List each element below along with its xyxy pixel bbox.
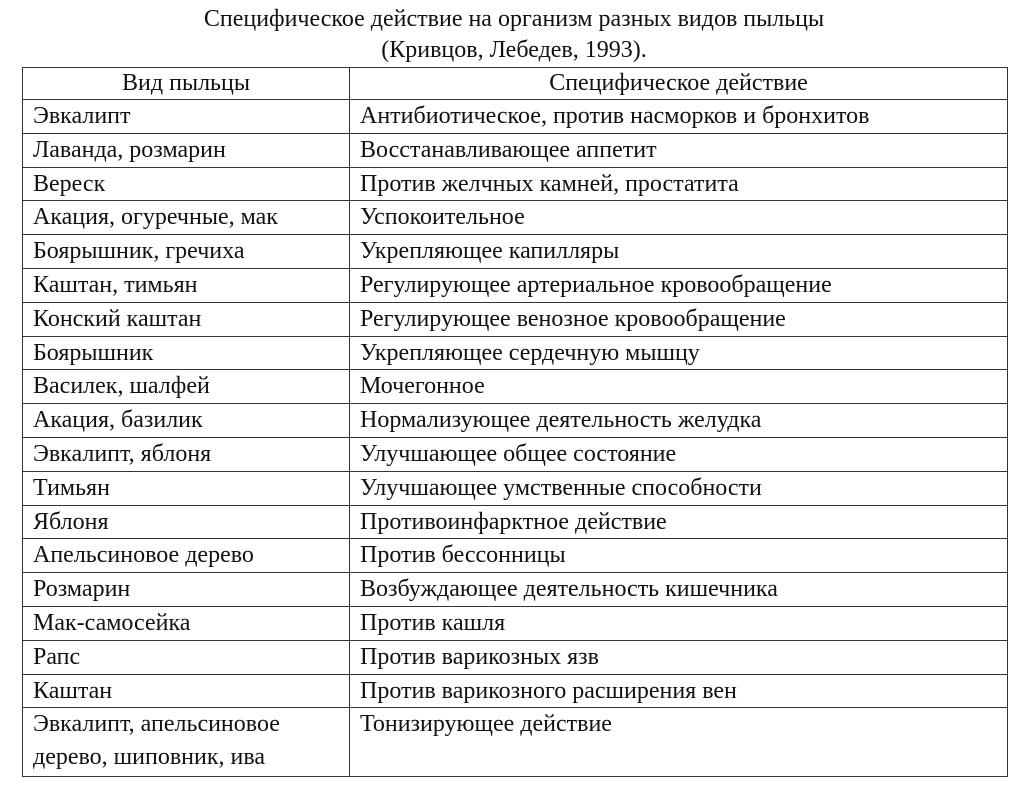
pollen-cell: Каштан — [23, 674, 350, 708]
pollen-cell: Вереск — [23, 167, 350, 201]
table-row — [23, 404, 1008, 438]
document-title — [0, 4, 1028, 66]
table-row — [23, 167, 1008, 201]
table-row — [23, 674, 1008, 708]
effect-cell: Укрепляющее капилляры — [350, 235, 1008, 269]
pollen-cell: Яблоня — [23, 505, 350, 539]
table-row — [23, 573, 1008, 607]
pollen-cell: Эвкалипт — [23, 100, 350, 134]
effect-cell: Возбуждающее деятельность кишечника — [350, 573, 1008, 607]
pollen-cell: Рапс — [23, 640, 350, 674]
effect-cell: Восстанавливающее аппетит — [350, 133, 1008, 167]
pollen-cell: Лаванда, розмарин — [23, 133, 350, 167]
effect-cell: Регулирующее артериальное кровообращение — [350, 268, 1008, 302]
pollen-cell: Василек, шалфей — [23, 370, 350, 404]
effect-cell: Нормализующее деятельность желудка — [350, 404, 1008, 438]
effect-cell: Против кашля — [350, 606, 1008, 640]
pollen-cell: Мак-самосейка — [23, 606, 350, 640]
effect-cell: Улучшающее умственные способности — [350, 471, 1008, 505]
pollen-cell: Акация, базилик — [23, 404, 350, 438]
effect-cell: Против варикозных язв — [350, 640, 1008, 674]
effect-cell: Против бессонницы — [350, 539, 1008, 573]
pollen-effects-table — [22, 67, 1008, 777]
pollen-cell: Боярышник, гречиха — [23, 235, 350, 269]
header-pollen-type: Вид пыльцы — [23, 68, 350, 100]
effect-cell: Против желчных камней, простатита — [350, 167, 1008, 201]
table-row — [23, 640, 1008, 674]
table-header-row — [23, 68, 1008, 100]
effect-cell: Улучшающее общее состояние — [350, 437, 1008, 471]
table-row — [23, 235, 1008, 269]
pollen-cell: Акация, огуречные, мак — [23, 201, 350, 235]
pollen-cell: Эвкалипт, апельсиновое дерево, шиповник, ива — [23, 708, 350, 777]
pollen-cell: Эвкалипт, яблоня — [23, 437, 350, 471]
effect-cell: Тонизирующее действие — [350, 708, 1008, 777]
effect-cell: Укрепляющее сердечную мышцу — [350, 336, 1008, 370]
pollen-cell: Каштан, тимьян — [23, 268, 350, 302]
title-line-2: (Кривцов, Лебедев, 1993). — [381, 37, 647, 63]
header-specific-effect: Специфическое действие — [350, 68, 1008, 100]
table-row — [23, 100, 1008, 134]
table-row — [23, 370, 1008, 404]
table-row — [23, 708, 1008, 777]
table-row — [23, 505, 1008, 539]
table-row — [23, 133, 1008, 167]
pollen-cell: Конский каштан — [23, 302, 350, 336]
table-row — [23, 268, 1008, 302]
effect-cell: Против варикозного расширения вен — [350, 674, 1008, 708]
table-row — [23, 471, 1008, 505]
table-row — [23, 539, 1008, 573]
pollen-cell: Боярышник — [23, 336, 350, 370]
pollen-cell: Апельсиновое дерево — [23, 539, 350, 573]
effect-cell: Мочегонное — [350, 370, 1008, 404]
pollen-cell: Розмарин — [23, 573, 350, 607]
title-line-1: Специфическое действие на организм разных видов пыльцы — [203, 6, 825, 32]
table-row — [23, 606, 1008, 640]
table-row — [23, 437, 1008, 471]
effect-cell: Антибиотическое, против насморков и бронхитов — [350, 100, 1008, 134]
effect-cell: Противоинфарктное действие — [350, 505, 1008, 539]
table-row — [23, 336, 1008, 370]
pollen-cell: Тимьян — [23, 471, 350, 505]
table-row — [23, 302, 1008, 336]
effect-cell: Успокоительное — [350, 201, 1008, 235]
effect-cell: Регулирующее венозное кровообращение — [350, 302, 1008, 336]
table-row — [23, 201, 1008, 235]
